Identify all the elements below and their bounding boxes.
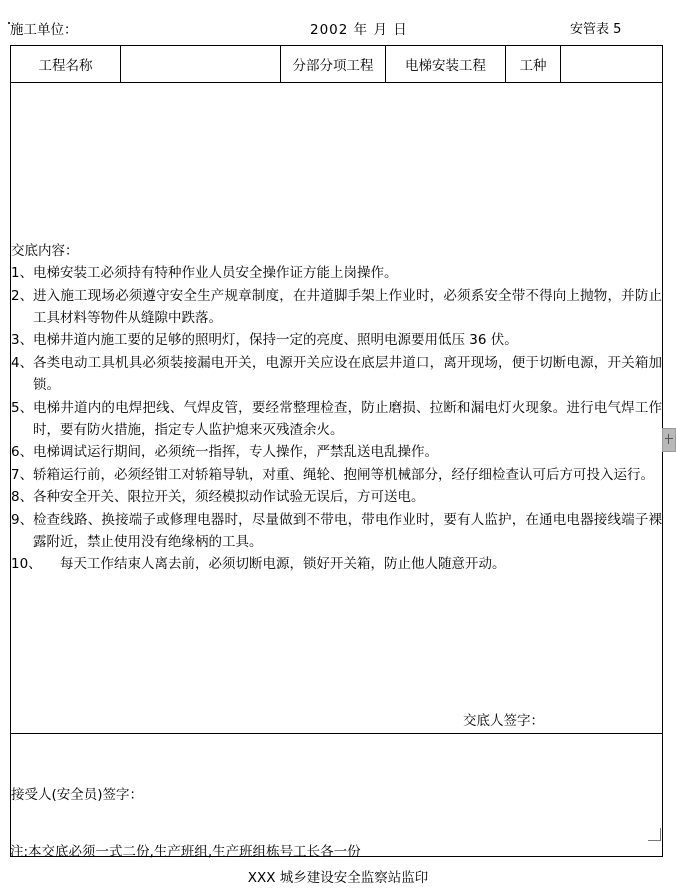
list-item-number: 4、: [11, 354, 34, 371]
list-item-text: 电梯井道内施工要的足够的照明灯，保持一定的亮度、照明电源要用低压 36 伏。: [33, 332, 518, 349]
project-name-label-cell: 工程名称: [11, 46, 121, 83]
scroll-handle-icon[interactable]: [662, 428, 676, 452]
date-text: 2002 年 月 日: [310, 22, 408, 38]
list-item: [11, 352, 662, 397]
list-item-text: 轿箱运行前，必须经钳工对轿箱导轨，对重、绳轮、抱闸等机械部分，经仔细检查认可后方可投入运行。: [33, 466, 654, 483]
list-item: [11, 486, 662, 508]
main-table-wrapper: [10, 45, 662, 857]
list-item-text: 每天工作结束人离去前，必须切断电源，锁好开关箱，防止他人随意开动。: [33, 556, 506, 573]
list-item-number: 8、: [11, 489, 34, 506]
project-name-value-cell[interactable]: [121, 46, 281, 83]
list-item-text: 电梯调试运行期间，必须统一指挥，专人操作，严禁乱送电乱操作。: [33, 444, 438, 461]
document-header-line: [10, 20, 662, 40]
list-item-text: 电梯安装工必须持有特种作业人员安全操作证方能上岗操作。: [33, 265, 398, 282]
list-item: [11, 553, 662, 575]
page-corner-mark: [648, 828, 661, 841]
list-item-text: 各类电动工具机具必须装接漏电开关，电源开关应设在底层井道口，离开现场，便于切断电源，开关箱加锁。: [33, 354, 662, 394]
receiver-cell[interactable]: [11, 734, 663, 857]
list-item-text: 进入施工现场必须遵守安全生产规章制度，在井道脚手架上作业时，必须系安全带不得向上抛物，并防止工具材料等物件从缝隙中跌落。: [33, 287, 662, 326]
list-item-number: 6、: [11, 444, 34, 461]
list-item: [11, 441, 662, 463]
list-item-number: 7、: [11, 466, 34, 483]
list-item-text: 检查线路、换接端子或修理电器时，尽量做到不带电，带电作业时，要有人监护，在通电电器接线端子裸露附近，禁止使用没有绝缘柄的工具。: [33, 511, 662, 551]
table-row: [11, 734, 663, 857]
list-item-number: 3、: [11, 332, 34, 349]
list-item-number: 10、: [11, 556, 42, 573]
list-item: [11, 509, 662, 554]
worktype-value-cell[interactable]: [561, 46, 663, 83]
list-item: [11, 397, 662, 442]
list-item-text: 各种安全开关、限拉开关，须经模拟动作试验无误后，方可送电。: [33, 489, 425, 506]
content-item-list: [11, 262, 662, 576]
subproject-label-cell: 分部分项工程: [281, 46, 386, 83]
form-number: 安管表 5: [570, 22, 622, 37]
receiver-signature-label: 接受人(安全员)签字：: [11, 787, 144, 803]
list-item: [11, 464, 662, 486]
footer-stamp: XXX 城乡建设安全监察站监印: [247, 870, 429, 886]
presenter-signature-label: 交底人签字：: [463, 713, 544, 729]
list-item: [11, 329, 662, 351]
list-item-text: 电梯井道内的电焊把线、气焊皮管，要经常整理检查，防止磨损、拉断和漏电灯火现象。进行电气焊工作时，要有防火措施，指定专人监护熄来灭残渣余火。: [33, 399, 662, 438]
worktype-label-cell: 工种: [506, 46, 561, 83]
table-row: [11, 46, 663, 83]
subproject-value-cell[interactable]: 电梯安装工程: [386, 46, 506, 83]
list-item-number: 5、: [11, 399, 34, 416]
main-table: [10, 45, 663, 857]
list-item: [11, 262, 662, 284]
table-row: [11, 83, 663, 734]
list-item-number: 2、: [11, 287, 34, 304]
construction-unit-label: 施工单位：: [10, 22, 78, 38]
content-title: 交底内容：: [11, 243, 79, 260]
content-cell: [11, 83, 663, 734]
list-item: [11, 285, 662, 330]
list-item-number: 9、: [11, 511, 34, 528]
list-item-number: 1、: [11, 265, 34, 282]
footer-note: 注:本交底必须一式二份,生产班组,生产班组栋号工长各一份: [10, 844, 361, 860]
